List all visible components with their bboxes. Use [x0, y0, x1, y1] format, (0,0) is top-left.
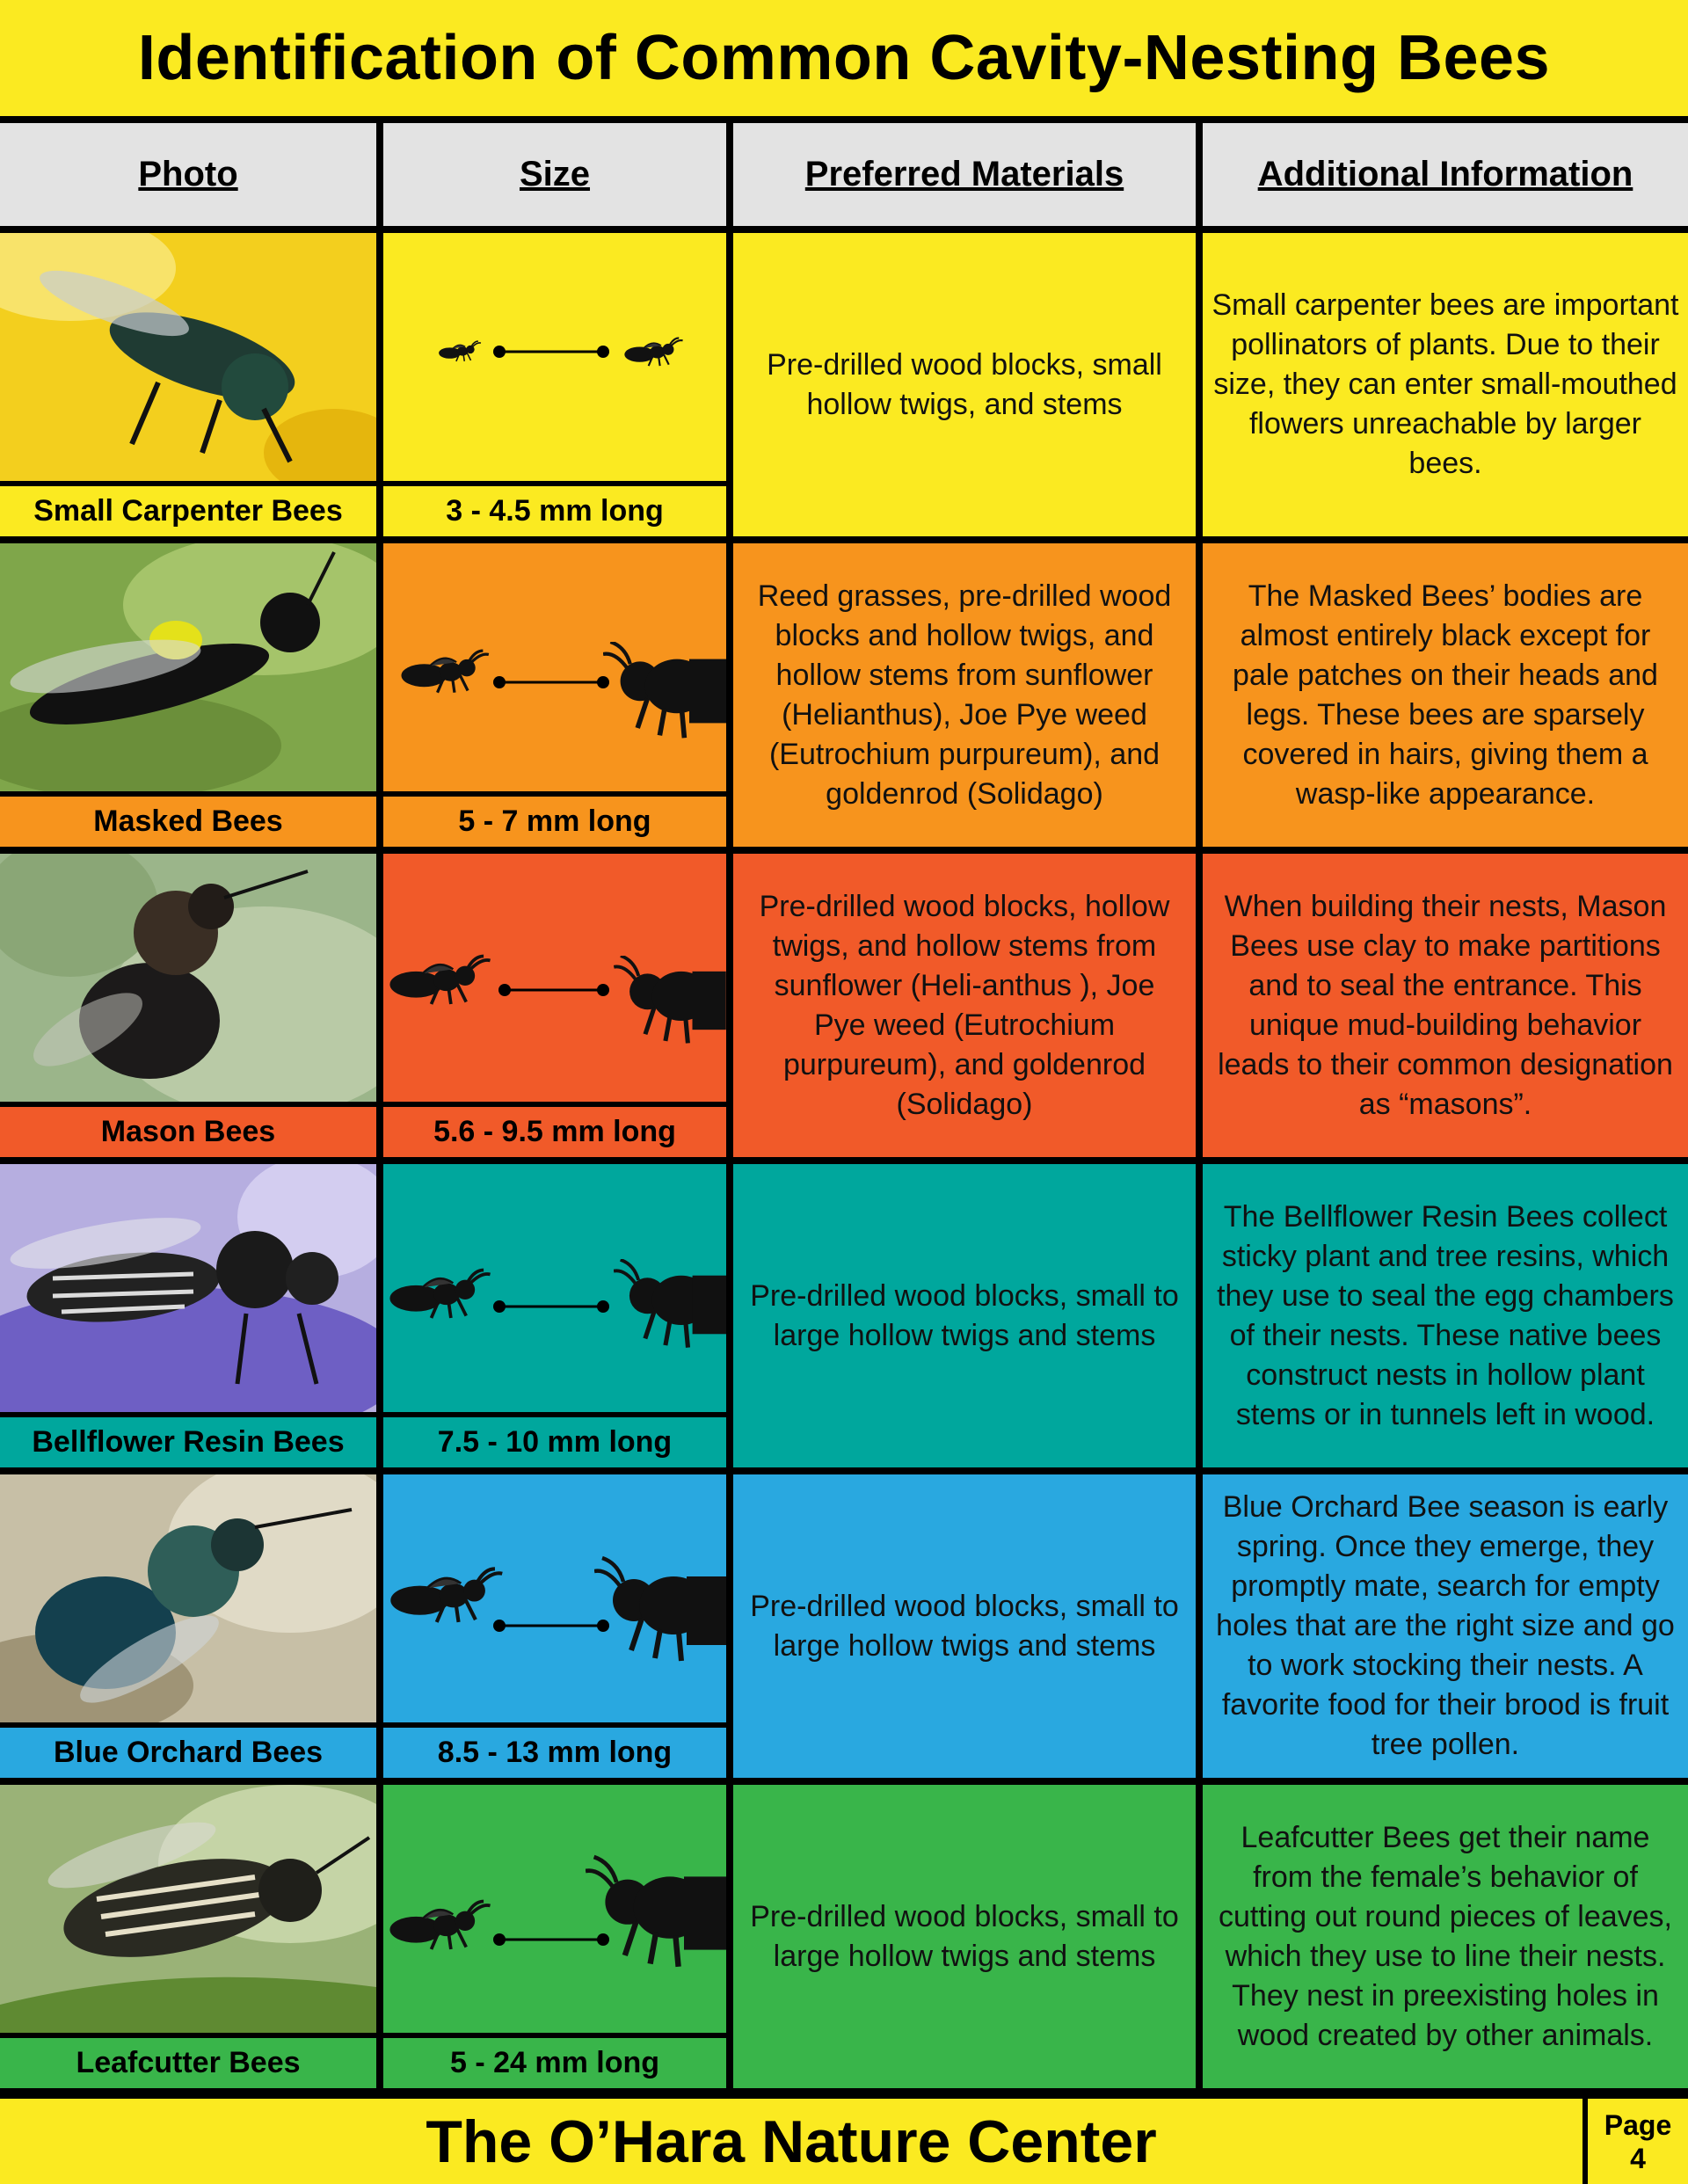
- table-row: [0, 233, 1688, 536]
- materials-cell: Pre-drilled wood blocks, hollow twigs, and hollow stems from sunflower (Heli-anthus ), Joe Pye weed (Eutrochium purpureum), and goldenrod (Solidago): [733, 854, 1196, 1157]
- bee-photo: [0, 1785, 376, 2033]
- title-bar: [0, 0, 1688, 116]
- header-materials: Preferred Materials: [733, 123, 1196, 226]
- bee-photo: [0, 1164, 376, 1412]
- materials-cell: Pre-drilled wood blocks, small to large hollow twigs and stems: [733, 1474, 1196, 1778]
- bee-silhouette-small-icon: [389, 956, 490, 1004]
- size-label: 5.6 - 9.5 mm long: [383, 1107, 726, 1157]
- page-title: Identification of Common Cavity-Nesting Bees: [137, 23, 1551, 93]
- bee-photo: [0, 1474, 376, 1722]
- bee-silhouette-small-icon: [389, 1270, 490, 1318]
- bee-silhouette-small-icon: [439, 341, 481, 361]
- size-comparison: [383, 1785, 726, 2033]
- size-comparison: [383, 1164, 726, 1412]
- bee-silhouette-small-icon: [401, 651, 488, 693]
- size-comparison: [383, 543, 726, 791]
- page-number-box: [1582, 2099, 1688, 2184]
- size-label: 5 - 24 mm long: [383, 2038, 726, 2088]
- materials-cell: Reed grasses, pre-drilled wood blocks and hollow twigs, and hollow stems from sunflower (Helianthus), Joe Pye weed (Eutrochium purpureum), and goldenrod (Solidago): [733, 543, 1196, 847]
- size-label: 5 - 7 mm long: [383, 797, 726, 847]
- materials-cell: Pre-drilled wood blocks, small hollow twigs, and stems: [733, 233, 1196, 536]
- table-row: [0, 543, 1688, 847]
- bee-name-label: Masked Bees: [0, 797, 376, 847]
- info-cell: Small carpenter bees are important pollinators of plants. Due to their size, they can enter small-mouthed flowers unreachable by larger bees.: [1203, 233, 1688, 536]
- table-row: [0, 1474, 1688, 1778]
- bee-name-label: Leafcutter Bees: [0, 2038, 376, 2088]
- bee-silhouette-small-icon: [389, 1901, 490, 1949]
- table-header: [0, 123, 1688, 226]
- bee-name-label: Small Carpenter Bees: [0, 486, 376, 536]
- bee-name-label: Blue Orchard Bees: [0, 1728, 376, 1778]
- bee-silhouette-small-icon: [390, 1569, 502, 1622]
- materials-cell: Pre-drilled wood blocks, small to large hollow twigs and stems: [733, 1785, 1196, 2088]
- size-label: 3 - 4.5 mm long: [383, 486, 726, 536]
- bee-silhouette-large-icon: [594, 1558, 726, 1661]
- bee-silhouette-large-icon: [586, 1857, 726, 1967]
- footer: [0, 2099, 1688, 2184]
- size-label: 7.5 - 10 mm long: [383, 1417, 726, 1467]
- header-info: Additional Information: [1203, 123, 1688, 226]
- table-row: [0, 1164, 1688, 1467]
- info-cell: The Bellflower Resin Bees collect sticky plant and tree resins, which they use to seal the egg chambers of their nests. These native bees construct nests in hollow plant stems or in tunnels left in wood.: [1203, 1164, 1688, 1467]
- size-comparison: [383, 1474, 726, 1722]
- header-size: Size: [383, 123, 726, 226]
- size-comparison: [383, 854, 726, 1102]
- bee-photo: [0, 854, 376, 1102]
- page-label: Page: [1604, 2108, 1672, 2141]
- materials-cell: Pre-drilled wood blocks, small to large hollow twigs and stems: [733, 1164, 1196, 1467]
- header-photo: Photo: [0, 123, 376, 226]
- table-row: [0, 1785, 1688, 2088]
- bee-silhouette-large-icon: [614, 956, 726, 1043]
- bee-name-label: Bellflower Resin Bees: [0, 1417, 376, 1467]
- page-number: 4: [1630, 2142, 1646, 2174]
- organization-name: The O’Hara Nature Center: [426, 2108, 1157, 2175]
- bee-silhouette-large-icon: [614, 1260, 726, 1348]
- bee-silhouette-large-icon: [624, 338, 682, 366]
- bee-name-label: Mason Bees: [0, 1107, 376, 1157]
- info-cell: Leafcutter Bees get their name from the female’s behavior of cutting out round pieces of leaves, which they use to line their nests. They nest in preexisting holes in wood created by other animals.: [1203, 1785, 1688, 2088]
- size-comparison: [383, 233, 726, 481]
- bee-photo: [0, 233, 376, 481]
- table-row: [0, 854, 1688, 1157]
- bee-photo: [0, 543, 376, 791]
- info-cell: Blue Orchard Bee season is early spring. Once they emerge, they promptly mate, search for empty holes that are the right size and go to work stocking their nests. A favorite food for their brood is fruit tree pollen.: [1203, 1474, 1688, 1778]
- info-cell: When building their nests, Mason Bees use clay to make partitions and to seal the entrance. This unique mud-building behavior leads to their common designation as “masons”.: [1203, 854, 1688, 1157]
- info-cell: The Masked Bees’ bodies are almost entirely black except for pale patches on their heads and legs. These bees are sparsely covered in hairs, giving them a wasp-like appearance.: [1203, 543, 1688, 847]
- bee-silhouette-large-icon: [603, 642, 726, 738]
- size-label: 8.5 - 13 mm long: [383, 1728, 726, 1778]
